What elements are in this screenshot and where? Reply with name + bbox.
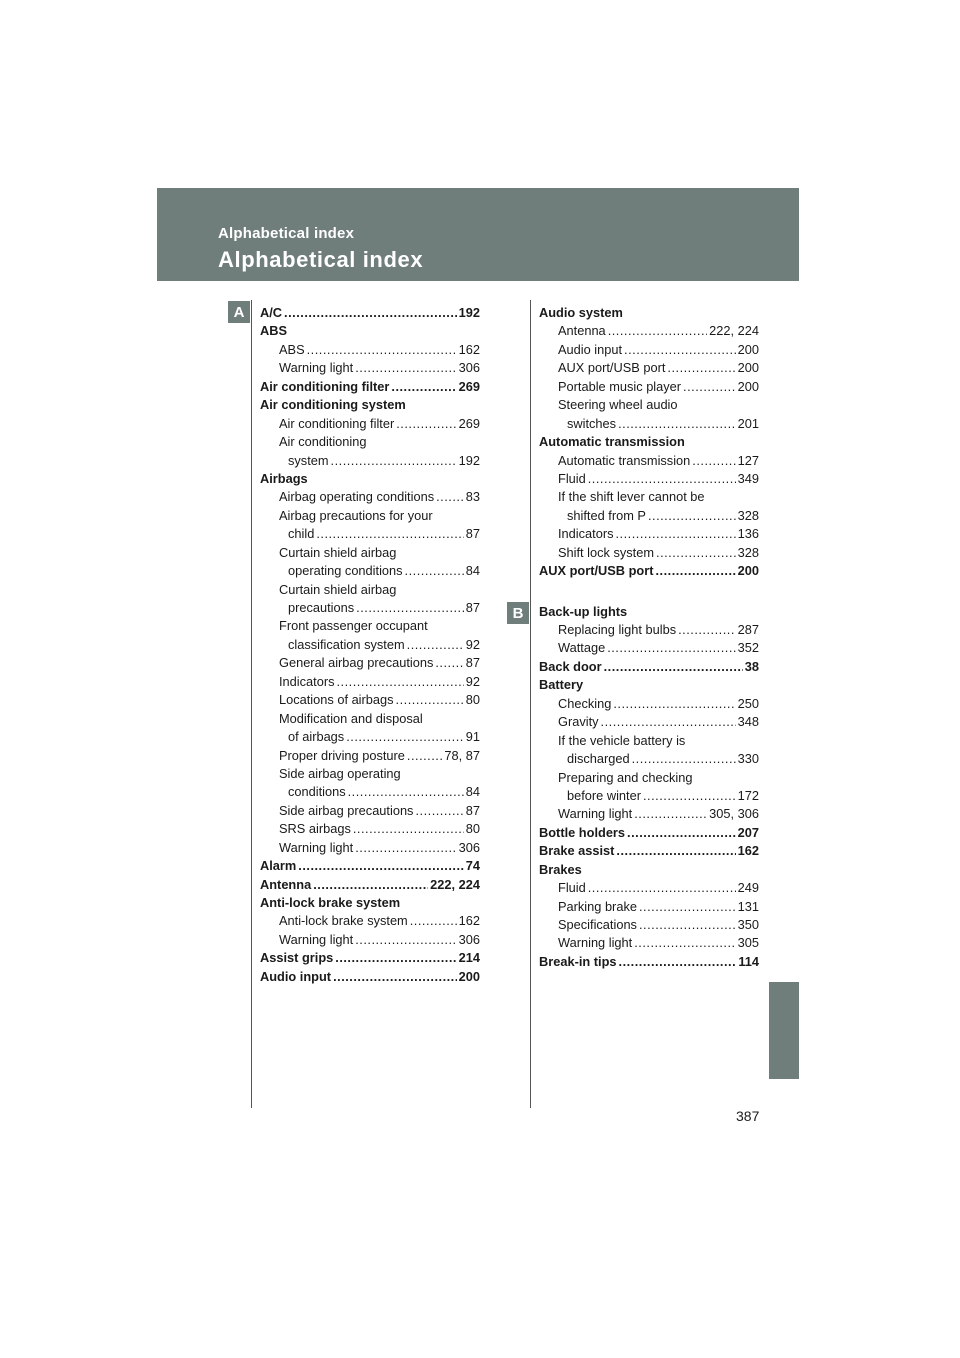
dot-leader: [407, 636, 464, 654]
dot-leader: [348, 783, 464, 801]
index-entry: [260, 783, 480, 801]
dot-leader: [618, 415, 736, 433]
page-reference: 287: [737, 622, 759, 637]
dot-leader: [407, 747, 443, 765]
index-entry: [539, 452, 759, 470]
dot-leader: [648, 507, 736, 525]
dot-leader: [667, 359, 735, 377]
page-reference: 200: [737, 563, 759, 579]
dot-leader: [608, 322, 707, 340]
index-term: Gravity: [558, 714, 599, 730]
page-reference: 250: [737, 695, 759, 711]
index-term: Side airbag precautions: [279, 802, 414, 818]
section-label: Alphabetical index: [218, 225, 355, 242]
dot-leader: [355, 931, 456, 949]
index-term: If the vehicle battery is: [558, 732, 686, 748]
dot-leader: [307, 341, 457, 359]
index-term: Anti-lock brake system: [279, 913, 408, 929]
index-entry: [539, 824, 759, 842]
page-reference: 74: [465, 858, 480, 874]
page-reference: 200: [737, 341, 759, 357]
index-group-a-continued: [539, 304, 759, 581]
page-reference: 269: [458, 378, 480, 394]
index-entry: [539, 470, 759, 488]
index-entry: [539, 322, 759, 340]
chapter-side-tab: [769, 982, 799, 1079]
index-term: Preparing and checking: [558, 769, 693, 785]
index-term: Warning light: [558, 806, 633, 822]
index-term: Warning light: [279, 360, 354, 376]
index-entry: [260, 654, 480, 672]
index-term: Indicators: [279, 673, 335, 689]
dot-leader: [396, 415, 456, 433]
column-divider-right: [530, 300, 531, 1108]
index-entry: [539, 562, 759, 580]
index-term: system: [288, 452, 329, 468]
page-reference: 214: [458, 950, 480, 966]
index-entry: [260, 544, 480, 562]
page-reference: 352: [737, 640, 759, 656]
dot-leader: [356, 599, 464, 617]
column-divider-left: [251, 300, 252, 1108]
dot-leader: [601, 713, 736, 731]
index-term: If the shift lever cannot be: [558, 489, 705, 505]
dot-leader: [678, 621, 736, 639]
index-entry: [539, 934, 759, 952]
page-reference: 306: [458, 931, 480, 947]
index-entry: [260, 396, 480, 414]
page-reference: 350: [737, 917, 759, 932]
index-term: Air conditioning filter: [279, 415, 395, 431]
index-term: Brakes: [539, 861, 582, 877]
page-reference: 269: [458, 415, 480, 431]
index-term: discharged: [567, 751, 630, 767]
dot-leader: [284, 304, 457, 322]
index-entry: [539, 732, 759, 750]
index-term: Wattage: [558, 640, 606, 656]
index-term: SRS airbags: [279, 821, 351, 837]
page-reference: 80: [465, 821, 480, 837]
index-entry: [539, 544, 759, 562]
index-term: Airbag precautions for your: [279, 507, 433, 523]
dot-leader: [683, 378, 736, 396]
index-term: child: [288, 526, 315, 542]
page-reference: 306: [458, 360, 480, 376]
index-term: Antenna: [558, 323, 606, 339]
index-term: Airbag operating conditions: [279, 489, 435, 505]
page-reference: 207: [737, 824, 759, 840]
index-term: Replacing light bulbs: [558, 622, 677, 637]
index-term: Back-up lights: [539, 603, 628, 619]
index-entry: [260, 820, 480, 838]
page-reference: 192: [458, 305, 480, 320]
index-term: Bottle holders: [539, 824, 626, 840]
index-entry: [539, 639, 759, 657]
dot-leader: [656, 544, 736, 562]
index-entry: [260, 747, 480, 765]
index-term: Curtain shield airbag: [279, 581, 397, 597]
index-entry: [539, 787, 759, 805]
dot-leader: [436, 488, 464, 506]
index-entry: [539, 676, 759, 694]
index-term: Air conditioning filter: [260, 378, 390, 394]
index-entry: [260, 562, 480, 580]
index-entry: [539, 396, 759, 414]
dot-leader: [316, 525, 463, 543]
index-entry: [539, 916, 759, 934]
dot-leader: [632, 750, 736, 768]
page-reference: 131: [737, 898, 759, 914]
index-term: classification system: [288, 636, 405, 652]
index-term: A/C: [260, 305, 283, 320]
dot-leader: [588, 470, 736, 488]
page-reference: 136: [737, 526, 759, 542]
index-term: Airbags: [260, 470, 308, 486]
index-term: Specifications: [558, 917, 637, 932]
dot-leader: [353, 820, 464, 838]
page-reference: 87: [465, 655, 480, 671]
index-entry: [260, 765, 480, 783]
page-reference: 83: [465, 489, 480, 505]
index-term: Audio input: [260, 968, 332, 984]
index-term: Alarm: [260, 858, 297, 874]
index-entry: [539, 769, 759, 787]
index-entry: [539, 603, 759, 621]
index-entry: [260, 617, 480, 635]
index-term: Front passenger occupant: [279, 618, 428, 634]
index-entry: [260, 691, 480, 709]
dot-leader: [588, 879, 736, 897]
index-group-b: [539, 603, 759, 972]
index-term: Shift lock system: [558, 544, 655, 560]
page-reference: 222, 224: [430, 876, 480, 892]
page-reference: 330: [737, 751, 759, 767]
index-entry: [539, 359, 759, 377]
page-reference: 162: [737, 843, 759, 859]
index-entry: [539, 805, 759, 823]
page-reference: 92: [465, 673, 480, 689]
index-term: Indicators: [558, 526, 614, 542]
index-term: Air conditioning system: [260, 397, 406, 413]
page-reference: 328: [737, 544, 759, 560]
index-term: shifted from P: [567, 507, 646, 523]
index-entry: [260, 912, 480, 930]
page-reference: 222, 224: [709, 323, 759, 339]
index-entry: [260, 507, 480, 525]
page-reference: 249: [737, 880, 759, 896]
page-reference: 91: [465, 729, 480, 745]
dot-leader: [396, 691, 464, 709]
index-column-right: [539, 304, 759, 971]
index-term: Parking brake: [558, 898, 637, 914]
dot-leader: [604, 658, 743, 676]
index-entry: [260, 968, 480, 986]
index-entry: [260, 728, 480, 746]
dot-leader: [643, 787, 736, 805]
index-term: Warning light: [279, 931, 354, 947]
index-entry: [260, 415, 480, 433]
page-reference: 78, 87: [444, 747, 480, 763]
index-entry: [539, 898, 759, 916]
dot-leader: [619, 953, 737, 971]
index-entry: [260, 525, 480, 543]
dot-leader: [355, 359, 456, 377]
page-reference: 162: [458, 913, 480, 929]
index-entry: [539, 415, 759, 433]
index-entry: [539, 433, 759, 451]
index-entry: [260, 341, 480, 359]
index-term: Break-in tips: [539, 953, 617, 969]
page-number: 387: [736, 1108, 760, 1124]
dot-leader: [313, 876, 428, 894]
index-term: Fluid: [558, 470, 586, 486]
index-term: Locations of airbags: [279, 692, 394, 708]
index-entry: [539, 879, 759, 897]
index-term: Assist grips: [260, 950, 334, 966]
index-term: switches: [567, 415, 617, 431]
index-entry: [260, 433, 480, 451]
page-reference: 306: [458, 839, 480, 855]
page-reference: 84: [465, 784, 480, 800]
page-reference: 200: [737, 360, 759, 376]
page-reference: 87: [465, 526, 480, 542]
index-entry: [260, 802, 480, 820]
index-entry: [260, 931, 480, 949]
index-column-left: [260, 304, 480, 986]
dot-leader: [336, 673, 463, 691]
index-term: precautions: [288, 600, 355, 615]
index-entry: [539, 488, 759, 506]
index-entry: [260, 636, 480, 654]
index-term: Audio input: [558, 341, 623, 357]
index-term: Warning light: [279, 839, 354, 855]
page-title: Alphabetical index: [218, 247, 424, 272]
index-entry: [260, 359, 480, 377]
page-reference: 349: [737, 470, 759, 486]
dot-leader: [692, 452, 735, 470]
index-term: Side airbag operating: [279, 765, 401, 781]
page-reference: 192: [458, 452, 480, 468]
letter-badge-a: A: [228, 301, 250, 323]
index-term: Battery: [539, 677, 584, 693]
dot-leader: [634, 805, 707, 823]
index-entry: [260, 304, 480, 322]
dot-leader: [435, 654, 463, 672]
index-entry: [260, 710, 480, 728]
index-term: Automatic transmission: [558, 452, 691, 468]
index-entry: [539, 341, 759, 359]
index-term: Curtain shield airbag: [279, 544, 397, 560]
index-term: Checking: [558, 695, 612, 711]
index-entry: [260, 949, 480, 967]
index-entry: [539, 842, 759, 860]
index-entry: [539, 658, 759, 676]
dot-leader: [355, 839, 456, 857]
index-term: Audio system: [539, 305, 623, 320]
page-reference: 87: [465, 600, 480, 615]
index-term: Back door: [539, 658, 602, 674]
dot-leader: [410, 912, 457, 930]
page-reference: 200: [458, 968, 480, 984]
index-term: conditions: [288, 784, 346, 800]
index-term: Automatic transmission: [539, 434, 685, 450]
dot-leader: [627, 824, 736, 842]
index-term: Fluid: [558, 880, 586, 896]
dot-leader: [607, 639, 735, 657]
index-entry: [260, 673, 480, 691]
index-term: of airbags: [288, 729, 345, 745]
header-band: [157, 188, 799, 281]
page-reference: 305, 306: [709, 806, 759, 822]
index-term: ABS: [260, 323, 288, 339]
index-entry: [539, 507, 759, 525]
index-term: Brake assist: [539, 843, 615, 859]
page-reference: 305: [737, 935, 759, 951]
index-entry: [260, 839, 480, 857]
dot-leader: [333, 968, 457, 986]
index-entry: [539, 750, 759, 768]
index-entry: [260, 599, 480, 617]
index-term: Steering wheel audio: [558, 397, 678, 413]
index-entry: [539, 621, 759, 639]
index-term: before winter: [567, 787, 641, 803]
dot-leader: [615, 525, 735, 543]
index-entry: [260, 581, 480, 599]
index-term: AUX port/USB port: [558, 360, 666, 376]
page-reference: 201: [737, 415, 759, 431]
index-term: Warning light: [558, 935, 633, 951]
index-term: Air conditioning: [279, 434, 367, 450]
page-reference: 87: [465, 802, 480, 818]
index-entry: [260, 322, 480, 340]
index-term: Anti-lock brake system: [260, 895, 401, 910]
dot-leader: [298, 857, 463, 875]
index-entry: [539, 695, 759, 713]
index-entry: [539, 953, 759, 971]
dot-leader: [391, 378, 456, 396]
dot-leader: [346, 728, 464, 746]
index-term: General airbag precautions: [279, 655, 434, 671]
page-reference: 80: [465, 692, 480, 708]
dot-leader: [639, 916, 736, 934]
index-term: ABS: [279, 341, 305, 357]
page-reference: 92: [465, 636, 480, 652]
letter-group-spacer: [539, 581, 759, 603]
dot-leader: [331, 452, 457, 470]
page-reference: 172: [737, 787, 759, 803]
index-entry: [260, 894, 480, 912]
index-term: operating conditions: [288, 563, 403, 579]
dot-leader: [405, 562, 464, 580]
dot-leader: [415, 802, 463, 820]
index-entry: [539, 861, 759, 879]
page-reference: 84: [465, 563, 480, 579]
index-term: Antenna: [260, 876, 312, 892]
index-entry: [539, 713, 759, 731]
dot-leader: [655, 562, 735, 580]
page-reference: 348: [737, 714, 759, 730]
index-entry: [260, 857, 480, 875]
index-term: Modification and disposal: [279, 710, 423, 726]
index-entry: [260, 452, 480, 470]
index-entry: [539, 304, 759, 322]
dot-leader: [616, 842, 735, 860]
index-entry: [260, 470, 480, 488]
dot-leader: [639, 898, 736, 916]
index-entry: [260, 876, 480, 894]
page-reference: 328: [737, 507, 759, 523]
index-entry: [260, 378, 480, 396]
index-entry: [539, 378, 759, 396]
index-term: Portable music player: [558, 378, 682, 394]
letter-badge-b: B: [507, 602, 529, 624]
index-entry: [260, 488, 480, 506]
dot-leader: [335, 949, 456, 967]
dot-leader: [624, 341, 736, 359]
index-term: AUX port/USB port: [539, 563, 654, 579]
page-reference: 127: [737, 452, 759, 468]
page-reference: 200: [737, 378, 759, 394]
index-term: Proper driving posture: [279, 747, 405, 763]
page-reference: 162: [458, 341, 480, 357]
dot-leader: [613, 695, 735, 713]
index-entry: [539, 525, 759, 543]
dot-leader: [634, 934, 735, 952]
page-reference: 38: [744, 658, 759, 674]
page-reference: 114: [738, 953, 759, 969]
